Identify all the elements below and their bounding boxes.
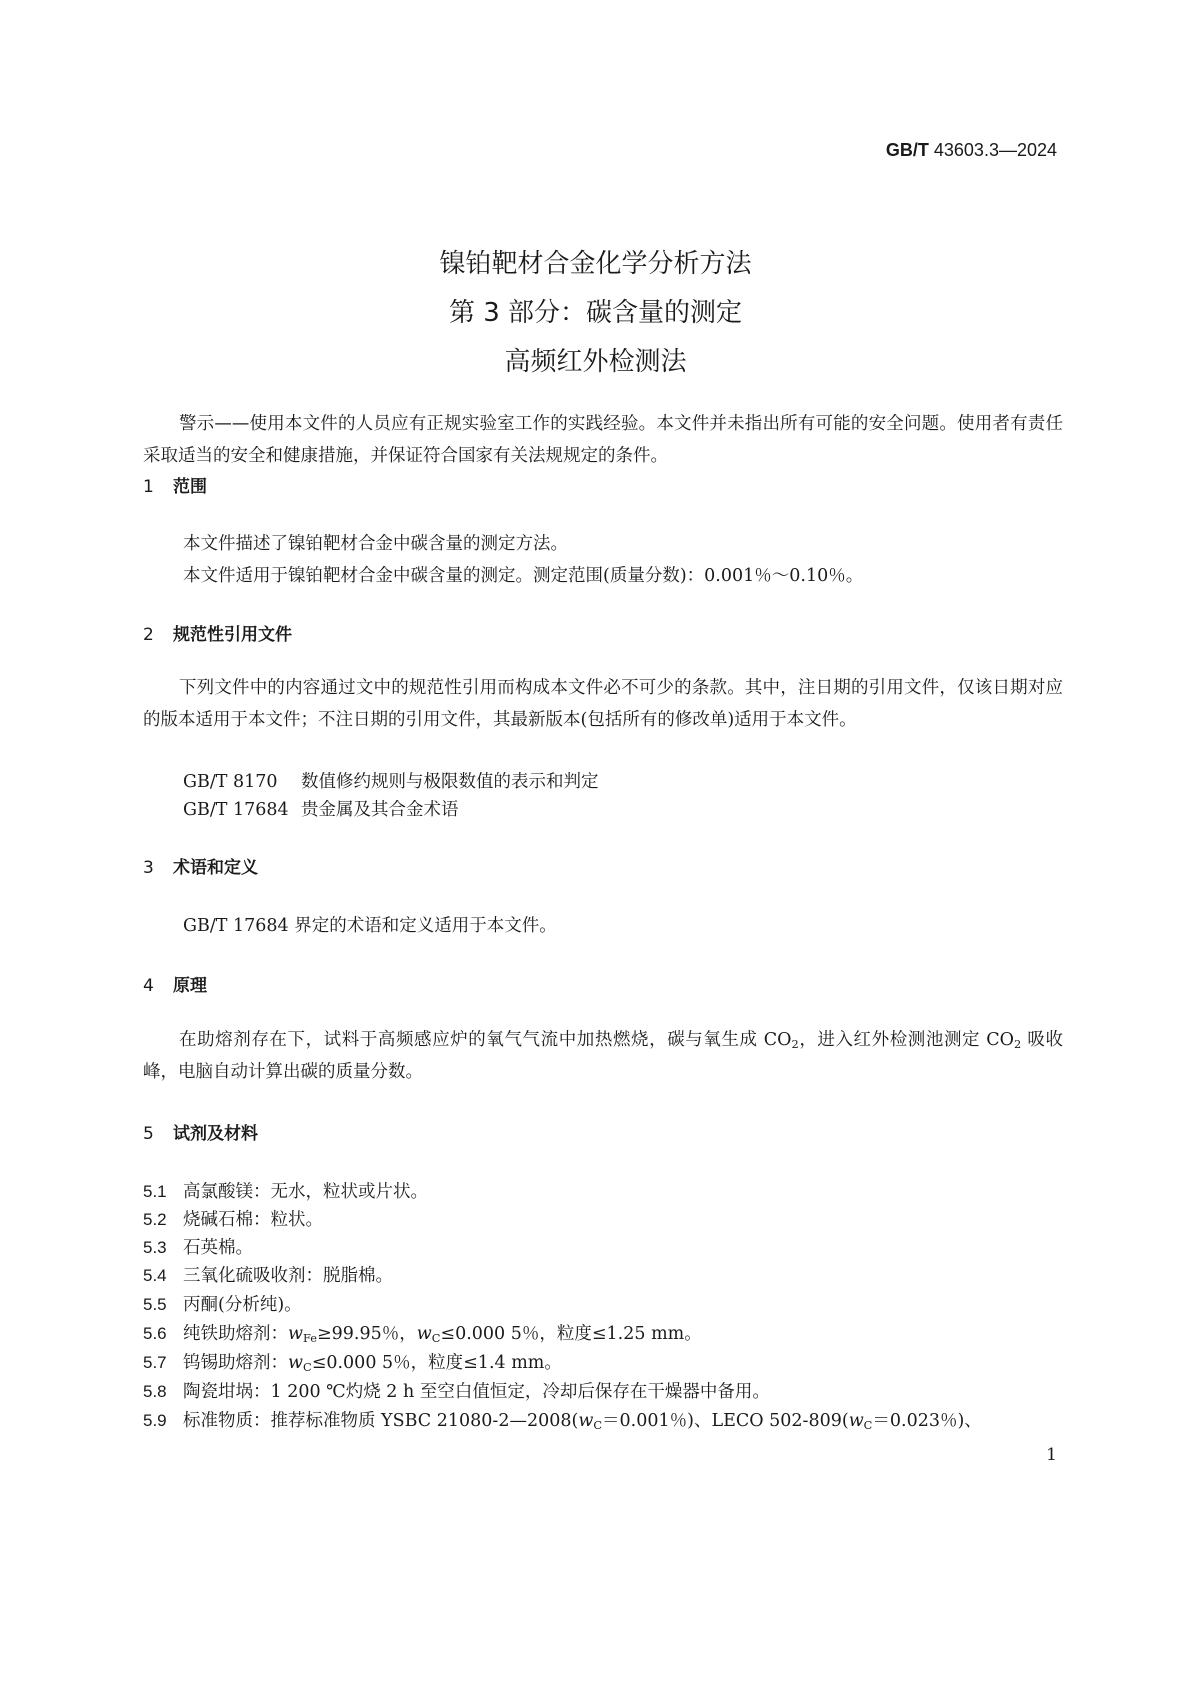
section-2-paragraph: 下列文件中的内容通过文中的规范性引用而构成本文件必不可少的条款。其中，注日期的引用文件，仅该日期对应的版本适用于本文件；不注日期的引用文件，其最新版本(包括所有的修改单)适用于本文件。 — [143, 678, 1063, 730]
list-item: 5.5 丙酮(分析纯)。 — [143, 1295, 302, 1315]
section-3-heading: 3 术语和定义 — [143, 858, 258, 878]
section-4-heading: 4 原理 — [143, 976, 207, 996]
normative-reference: GB/T 17684 贵金属及其合金术语 — [183, 800, 459, 820]
standard-number: GB/T 43603.3—2024 — [885, 140, 1057, 160]
section-4-paragraph: 在助熔剂存在下，试料于高频感应炉的氧气气流中加热燃烧，碳与氧生成 $CO_2$，进入红外检测池测定 $CO_2$ 吸收峰，电脑自动计算出碳的质量分数。 — [143, 1030, 1063, 1082]
section-1-heading: 1 范围 — [143, 477, 207, 497]
list-item: 5.6 纯铁助熔剂：$w_{Fe}\ge 99.95$％，$w_C\le 0.000$ 5％，粒度≤1.25 mm。 — [143, 1324, 702, 1345]
title-line-1: 镍铂靶材合金化学分析方法 — [439, 249, 752, 279]
normative-reference: GB/T 8170 数值修约规则与极限数值的表示和判定 — [183, 772, 599, 792]
list-item: 5.7 钨锡助熔剂：$w_C\le 0.000$ 5％，粒度≤1.4 mm。 — [143, 1353, 562, 1374]
page-number: 1 — [1046, 1445, 1057, 1465]
list-item: 5.2 烧碱石棉：粒状。 — [143, 1210, 323, 1230]
document-title — [0, 240, 1191, 387]
section-1-line-2: 本文件适用于镍铂靶材合金中碳含量的测定。测定范围(质量分数)：0.001％～0.10％。 — [183, 566, 864, 586]
list-item: 5.4 三氧化硫吸收剂：脱脂棉。 — [143, 1266, 393, 1286]
list-item: 5.1 高氯酸镁：无水，粒状或片状。 — [143, 1182, 428, 1202]
section-3-paragraph: GB/T 17684 界定的术语和定义适用于本文件。 — [183, 916, 557, 936]
list-item: 5.9 标准物质：推荐标准物质 YSBC $21080-2—2008(w_C=0.001$％)、LECO $502-809(w_C=0.023$％)、 — [143, 1411, 982, 1432]
safety-warning: 警示——使用本文件的人员应有正规实验室工作的实践经验。本文件并未指出所有可能的安全问题。使用者有责任采取适当的安全和健康措施，并保证符合国家有关法规规定的条件。 — [143, 414, 1063, 466]
list-item: 5.8 陶瓷坩埚：1 200 ℃灼烧 2 h 至空白值恒定，冷却后保存在干燥器中备用。 — [143, 1382, 770, 1402]
title-line-2: 第 3 部分：碳含量的测定 — [448, 298, 743, 328]
list-item: 5.3 石英棉。 — [143, 1238, 253, 1258]
section-2-heading: 2 规范性引用文件 — [143, 625, 292, 645]
section-5-heading: 5 试剂及材料 — [143, 1124, 258, 1144]
title-line-3: 高频红外检测法 — [504, 347, 687, 377]
section-1-line-1: 本文件描述了镍铂靶材合金中碳含量的测定方法。 — [183, 534, 568, 554]
